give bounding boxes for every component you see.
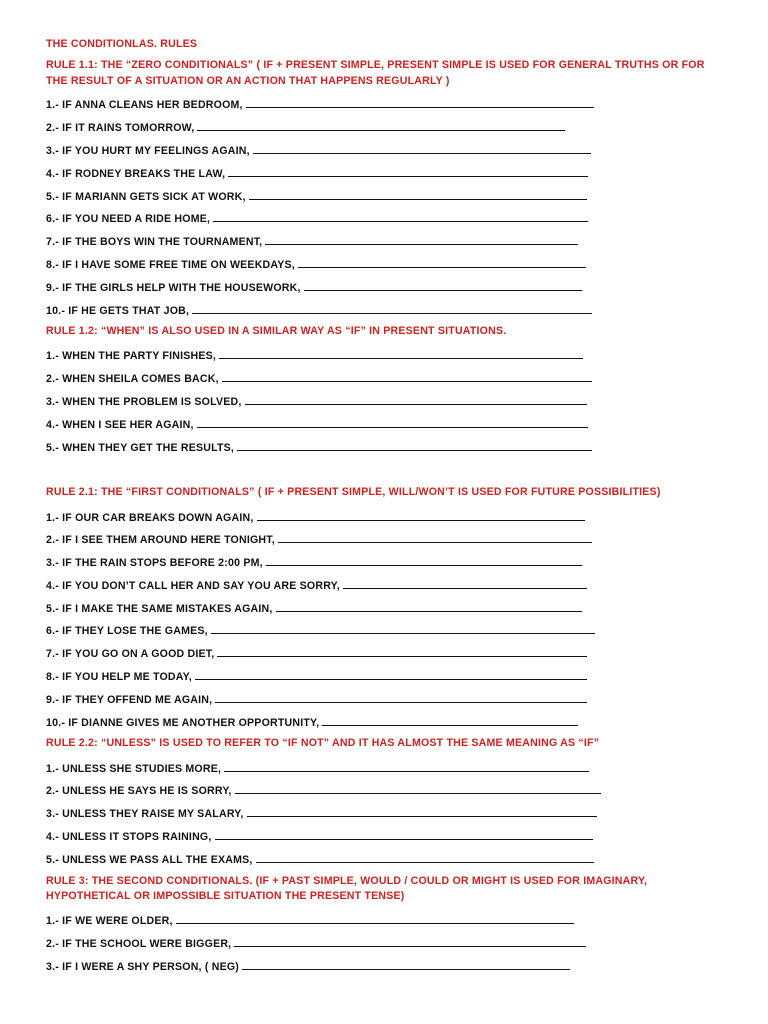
answer-blank[interactable]	[249, 188, 587, 200]
answer-blank[interactable]	[276, 600, 582, 612]
rule-heading: RULE 3: THE SECOND CONDITIONALS. (IF + PAST SIMPLE, WOULD / COULD OR MIGHT IS USED FOR IMAGINARY,	[46, 875, 648, 887]
rule-heading: RULE 1.1: THE “ZERO CONDITIONALS” ( IF + PRESENT SIMPLE, PRESENT SIMPLE IS USED FOR GENERAL TRUTHS OR FOR	[46, 59, 705, 71]
answer-blank[interactable]	[242, 958, 570, 970]
exercise-item: 3.- IF YOU HURT MY FEELINGS AGAIN,	[46, 142, 591, 158]
exercise-item: 4.- WHEN I SEE HER AGAIN,	[46, 416, 588, 432]
answer-blank[interactable]	[197, 119, 565, 131]
answer-blank[interactable]	[197, 416, 588, 428]
answer-blank[interactable]	[217, 645, 587, 657]
rule-heading-continued: HYPOTHETICAL OR IMPOSSIBLE SITUATION THE PRESENT TENSE)	[46, 890, 405, 902]
answer-blank[interactable]	[222, 370, 592, 382]
answer-blank[interactable]	[265, 233, 578, 245]
exercise-item: 2.- WHEN SHEILA COMES BACK,	[46, 370, 592, 386]
page-title: THE CONDITIONLAS. RULES	[46, 38, 198, 50]
exercise-item: 1.- IF ANNA CLEANS HER BEDROOM,	[46, 96, 594, 112]
exercise-item: 8.- IF I HAVE SOME FREE TIME ON WEEKDAYS,	[46, 256, 586, 272]
exercise-item: 1.- IF WE WERE OLDER,	[46, 912, 574, 928]
exercise-item: 1.- UNLESS SHE STUDIES MORE,	[46, 760, 589, 776]
rule-heading: RULE 1.2: “WHEN” IS ALSO USED IN A SIMILAR WAY AS “IF” IN PRESENT SITUATIONS.	[46, 325, 507, 337]
exercise-item: 4.- IF YOU DON’T CALL HER AND SAY YOU ARE SORRY,	[46, 577, 587, 593]
answer-blank[interactable]	[253, 142, 591, 154]
exercise-item: 2.- IF THE SCHOOL WERE BIGGER,	[46, 935, 586, 951]
answer-blank[interactable]	[343, 577, 587, 589]
exercise-item: 3.- WHEN THE PROBLEM IS SOLVED,	[46, 393, 587, 409]
exercise-item: 3.- IF THE RAIN STOPS BEFORE 2:00 PM,	[46, 554, 582, 570]
exercise-item: 1.- IF OUR CAR BREAKS DOWN AGAIN,	[46, 509, 585, 525]
exercise-item: 3.- UNLESS THEY RAISE MY SALARY,	[46, 805, 597, 821]
exercise-item: 6.- IF THEY LOSE THE GAMES,	[46, 622, 595, 638]
exercise-item: 10.- IF DIANNE GIVES ME ANOTHER OPPORTUNITY,	[46, 714, 578, 730]
answer-blank[interactable]	[304, 279, 582, 291]
exercise-item: 10.- IF HE GETS THAT JOB,	[46, 302, 592, 318]
answer-blank[interactable]	[176, 912, 574, 924]
rule-heading: RULE 2.1: THE “FIRST CONDITIONALS” ( IF + PRESENT SIMPLE, WILL/WON’T IS USED FOR FUTURE POSSIBILITIES)	[46, 486, 661, 498]
exercise-item: 9.- IF THEY OFFEND ME AGAIN,	[46, 691, 587, 707]
answer-blank[interactable]	[215, 691, 587, 703]
answer-blank[interactable]	[246, 96, 594, 108]
answer-blank[interactable]	[211, 622, 595, 634]
answer-blank[interactable]	[256, 851, 594, 863]
answer-blank[interactable]	[215, 828, 593, 840]
answer-blank[interactable]	[235, 782, 601, 794]
answer-blank[interactable]	[195, 668, 587, 680]
exercise-item: 3.- IF I WERE A SHY PERSON, ( NEG)	[46, 958, 570, 974]
exercise-item: 4.- UNLESS IT STOPS RAINING,	[46, 828, 593, 844]
exercise-item: 2.- UNLESS HE SAYS HE IS SORRY,	[46, 782, 601, 798]
exercise-item: 2.- IF I SEE THEM AROUND HERE TONIGHT,	[46, 531, 592, 547]
answer-blank[interactable]	[247, 805, 597, 817]
answer-blank[interactable]	[234, 935, 586, 947]
exercise-item: 7.- IF YOU GO ON A GOOD DIET,	[46, 645, 587, 661]
exercise-item: 2.- IF IT RAINS TOMORROW,	[46, 119, 565, 135]
answer-blank[interactable]	[257, 509, 585, 521]
answer-blank[interactable]	[266, 554, 582, 566]
exercise-item: 4.- IF RODNEY BREAKS THE LAW,	[46, 165, 588, 181]
answer-blank[interactable]	[322, 714, 578, 726]
answer-blank[interactable]	[228, 165, 588, 177]
answer-blank[interactable]	[213, 210, 588, 222]
rule-heading: RULE 2.2: “UNLESS” IS USED TO REFER TO “IF NOT” AND IT HAS ALMOST THE SAME MEANING AS “IF”	[46, 737, 600, 749]
answer-blank[interactable]	[237, 439, 592, 451]
exercise-item: 5.- IF MARIANN GETS SICK AT WORK,	[46, 188, 587, 204]
answer-blank[interactable]	[298, 256, 586, 268]
exercise-item: 7.- IF THE BOYS WIN THE TOURNAMENT,	[46, 233, 578, 249]
exercise-item: 1.- WHEN THE PARTY FINISHES,	[46, 347, 583, 363]
exercise-item: 8.- IF YOU HELP ME TODAY,	[46, 668, 587, 684]
answer-blank[interactable]	[224, 760, 589, 772]
rule-heading-continued: THE RESULT OF A SITUATION OR AN ACTION THAT HAPPENS REGULARLY )	[46, 75, 450, 87]
answer-blank[interactable]	[278, 531, 592, 543]
answer-blank[interactable]	[219, 347, 583, 359]
exercise-item: 9.- IF THE GIRLS HELP WITH THE HOUSEWORK,	[46, 279, 582, 295]
exercise-item: 6.- IF YOU NEED A RIDE HOME,	[46, 210, 588, 226]
exercise-item: 5.- IF I MAKE THE SAME MISTAKES AGAIN,	[46, 600, 582, 616]
exercise-item: 5.- WHEN THEY GET THE RESULTS,	[46, 439, 592, 455]
answer-blank[interactable]	[245, 393, 587, 405]
exercise-item: 5.- UNLESS WE PASS ALL THE EXAMS,	[46, 851, 594, 867]
answer-blank[interactable]	[192, 302, 592, 314]
